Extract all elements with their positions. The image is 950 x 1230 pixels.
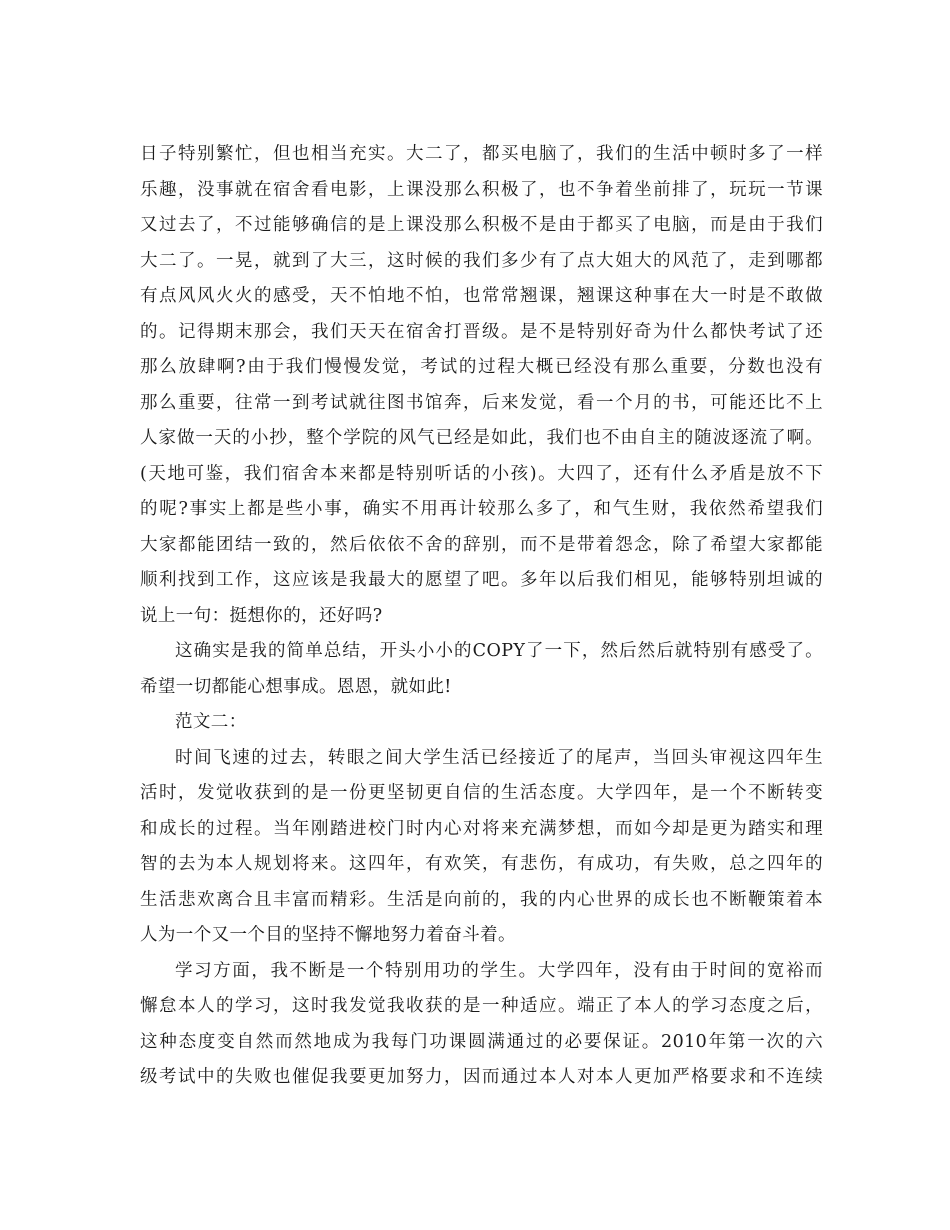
section-heading: 范文二： xyxy=(175,712,247,732)
text-line: 大二了。一晃，就到了大三，这时候的我们多少有了点大姐大的风范了，走到哪都 xyxy=(140,250,823,271)
text-line: 人为一个又一个目的坚持不懈地努力着奋斗着。 xyxy=(140,925,516,945)
text-line: 乐趣，没事就在宿舍看电影，上课没那么积极了，也不争着坐前排了，玩玩一节课 xyxy=(140,179,823,200)
text-line: 说上一句：挺想你的，还好吗? xyxy=(140,605,383,626)
text-line: 学习方面，我不断是一个特别用功的学生。大学四年，没有由于时间的宽裕而 xyxy=(175,960,823,981)
document-body xyxy=(140,137,823,1096)
text-line: 这确实是我的简单总结，开头小小的COPY了一下，然后然后就特别有感受了。 xyxy=(175,641,823,661)
text-line: 的。记得期末那会，我们天天在宿舍打晋级。是不是特别好奇为什么都快考试了还 xyxy=(140,321,823,342)
text-line: 活时，发觉收获到的是一份更坚韧更自信的生活态度。大学四年，是一个不断转变 xyxy=(140,783,823,803)
text-line: 那么重要，往常一到考试就往图书馆奔，后来发觉，看一个月的书，可能还比不上 xyxy=(140,392,823,413)
text-line: 的呢?事实上都是些小事，确实不用再计较那么多了，和气生财，我依然希望我们 xyxy=(140,499,823,519)
text-line: (天地可鉴，我们宿舍本来都是特别听话的小孩)。大四了，还有什么矛盾是放不下 xyxy=(140,463,823,484)
text-line: 生活悲欢离合且丰富而精彩。生活是向前的，我的内心世界的成长也不断鞭策着本 xyxy=(140,889,823,910)
text-line: 又过去了，不过能够确信的是上课没那么积极不是由于都买了电脑，而是由于我们 xyxy=(140,215,823,235)
text-line: 和成长的过程。当年刚踏进校门时内心对将来充满梦想，而如今却是更为踏实和理 xyxy=(140,818,823,839)
text-line: 时间飞速的过去，转眼之间大学生活已经接近了的尾声，当回头审视这四年生 xyxy=(175,747,823,768)
text-line: 大家都能团结一致的，然后依依不舍的辞别，而不是带着怨念，除了希望大家都能 xyxy=(140,534,823,555)
text-line: 智的去为本人规划将来。这四年，有欢笑，有悲伤，有成功，有失败，总之四年的 xyxy=(140,854,823,874)
text-line: 日子特别繁忙，但也相当充实。大二了，都买电脑了，我们的生活中顿时多了一样 xyxy=(140,144,823,164)
text-line: 懈怠本人的学习，这时我发觉我收获的是一种适应。端正了本人的学习态度之后， xyxy=(140,996,823,1016)
text-line: 级考试中的失败也催促我要更加努力，因而通过本人对本人更加严格要求和不连续 xyxy=(140,1067,823,1087)
text-line: 顺利找到工作，这应该是我最大的愿望了吧。多年以后我们相见，能够特别坦诚的 xyxy=(140,570,823,590)
text-line: 那么放肆啊?由于我们慢慢发觉，考试的过程大概已经没有那么重要，分数也没有 xyxy=(140,357,823,377)
text-line: 有点风风火火的感受，天不怕地不怕，也常常翘课，翘课这种事在大一时是不敢做 xyxy=(140,286,823,306)
text-line: 人家做一天的小抄，整个学院的风气已经是如此，我们也不由自主的随波逐流了啊。 xyxy=(140,428,823,448)
text-line: 希望一切都能心想事成。恩恩，就如此! xyxy=(140,676,452,697)
text-line: 这种态度变自然而然地成为我每门功课圆满通过的必要保证。2010年第一次的六 xyxy=(140,1031,823,1052)
